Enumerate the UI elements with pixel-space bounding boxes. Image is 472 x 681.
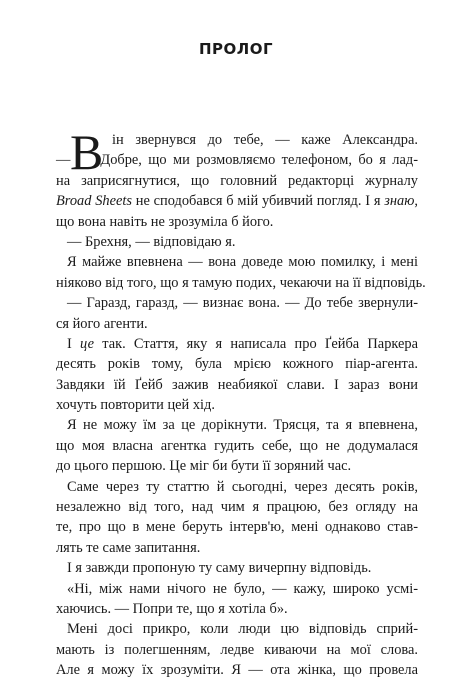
text-line: Я не можу їм за це дорікнути. Трясця, та я впевнена, bbox=[67, 417, 418, 434]
text-line: І це так. Стаття, яку я написала про Ґейба Паркера bbox=[67, 335, 418, 352]
text-line: Але я можу їх зрозуміти. Я — ота жінка, що провела bbox=[56, 662, 418, 679]
text-line: мають із полегшенням, ледве киваючи на мої слова. bbox=[56, 641, 418, 658]
opening-paragraph bbox=[56, 124, 418, 232]
text-line: «Ні, між нами нічого не було, — кажу, широко усмі- bbox=[67, 580, 418, 597]
text-line: Завдяки їй Ґейб зажив неабиякої слави. І зараз вони bbox=[56, 376, 418, 393]
text-line: ся його агенти. bbox=[56, 315, 148, 332]
text-line: те, про що в мене беруть інтерв'ю, мені однаково став- bbox=[56, 519, 418, 536]
chapter-title: ПРОЛОГ bbox=[198, 40, 274, 58]
text-line: хочуть повторити цей хід. bbox=[56, 397, 215, 414]
text-line: Саме через ту статтю й сьогодні, через десять років, bbox=[67, 478, 418, 495]
text-line: Broad Sheets не сподобався б мій убивчий погляд. І я знаю, bbox=[56, 193, 418, 210]
lead-dash: — bbox=[56, 152, 71, 169]
text-line: — Гаразд, гаразд, — визнає вона. — До тебе звернули- bbox=[67, 295, 418, 312]
text-line: до цього першою. Це міг би бути її зоряний час. bbox=[56, 458, 352, 475]
text-line: Я майже впевнена — вона доведе мою помилку, і мені bbox=[67, 254, 418, 271]
text-line: хаючись. — Попри те, що я хотіла б». bbox=[56, 600, 288, 617]
text-line: що вона навіть не зрозуміла б його. bbox=[56, 213, 274, 230]
text-line: — Брехня, — відповідаю я. bbox=[67, 233, 236, 250]
text-line: що моя власна агентка гудить себе, що не додумалася bbox=[56, 437, 418, 454]
text-line: десять років тому, була мрією кожного піар-агента. bbox=[56, 356, 418, 373]
text-line: Мені досі прикро, коли люди цю відповідь сприй- bbox=[67, 621, 418, 638]
text-line: І я завжди пропоную ту саму вичерпну відповідь. bbox=[67, 560, 372, 577]
text-line: на заприсягнутися, що головний редакторці журналу bbox=[56, 172, 418, 189]
text-line: лять те саме запитання. bbox=[56, 539, 201, 556]
text-line: ін звернувся до тебе, — каже Александра. bbox=[112, 132, 418, 148]
body-text bbox=[56, 124, 426, 681]
text-line: незалежно від того, над чим я працюю, без огляду на bbox=[56, 499, 418, 516]
drop-cap: В bbox=[70, 124, 104, 180]
text-line: — Добре, що ми розмовляємо телефоном, бо я лад- bbox=[56, 152, 418, 169]
text-line: ніяково від того, що я тамую подих, чекаючи на її відповідь. bbox=[56, 274, 426, 291]
